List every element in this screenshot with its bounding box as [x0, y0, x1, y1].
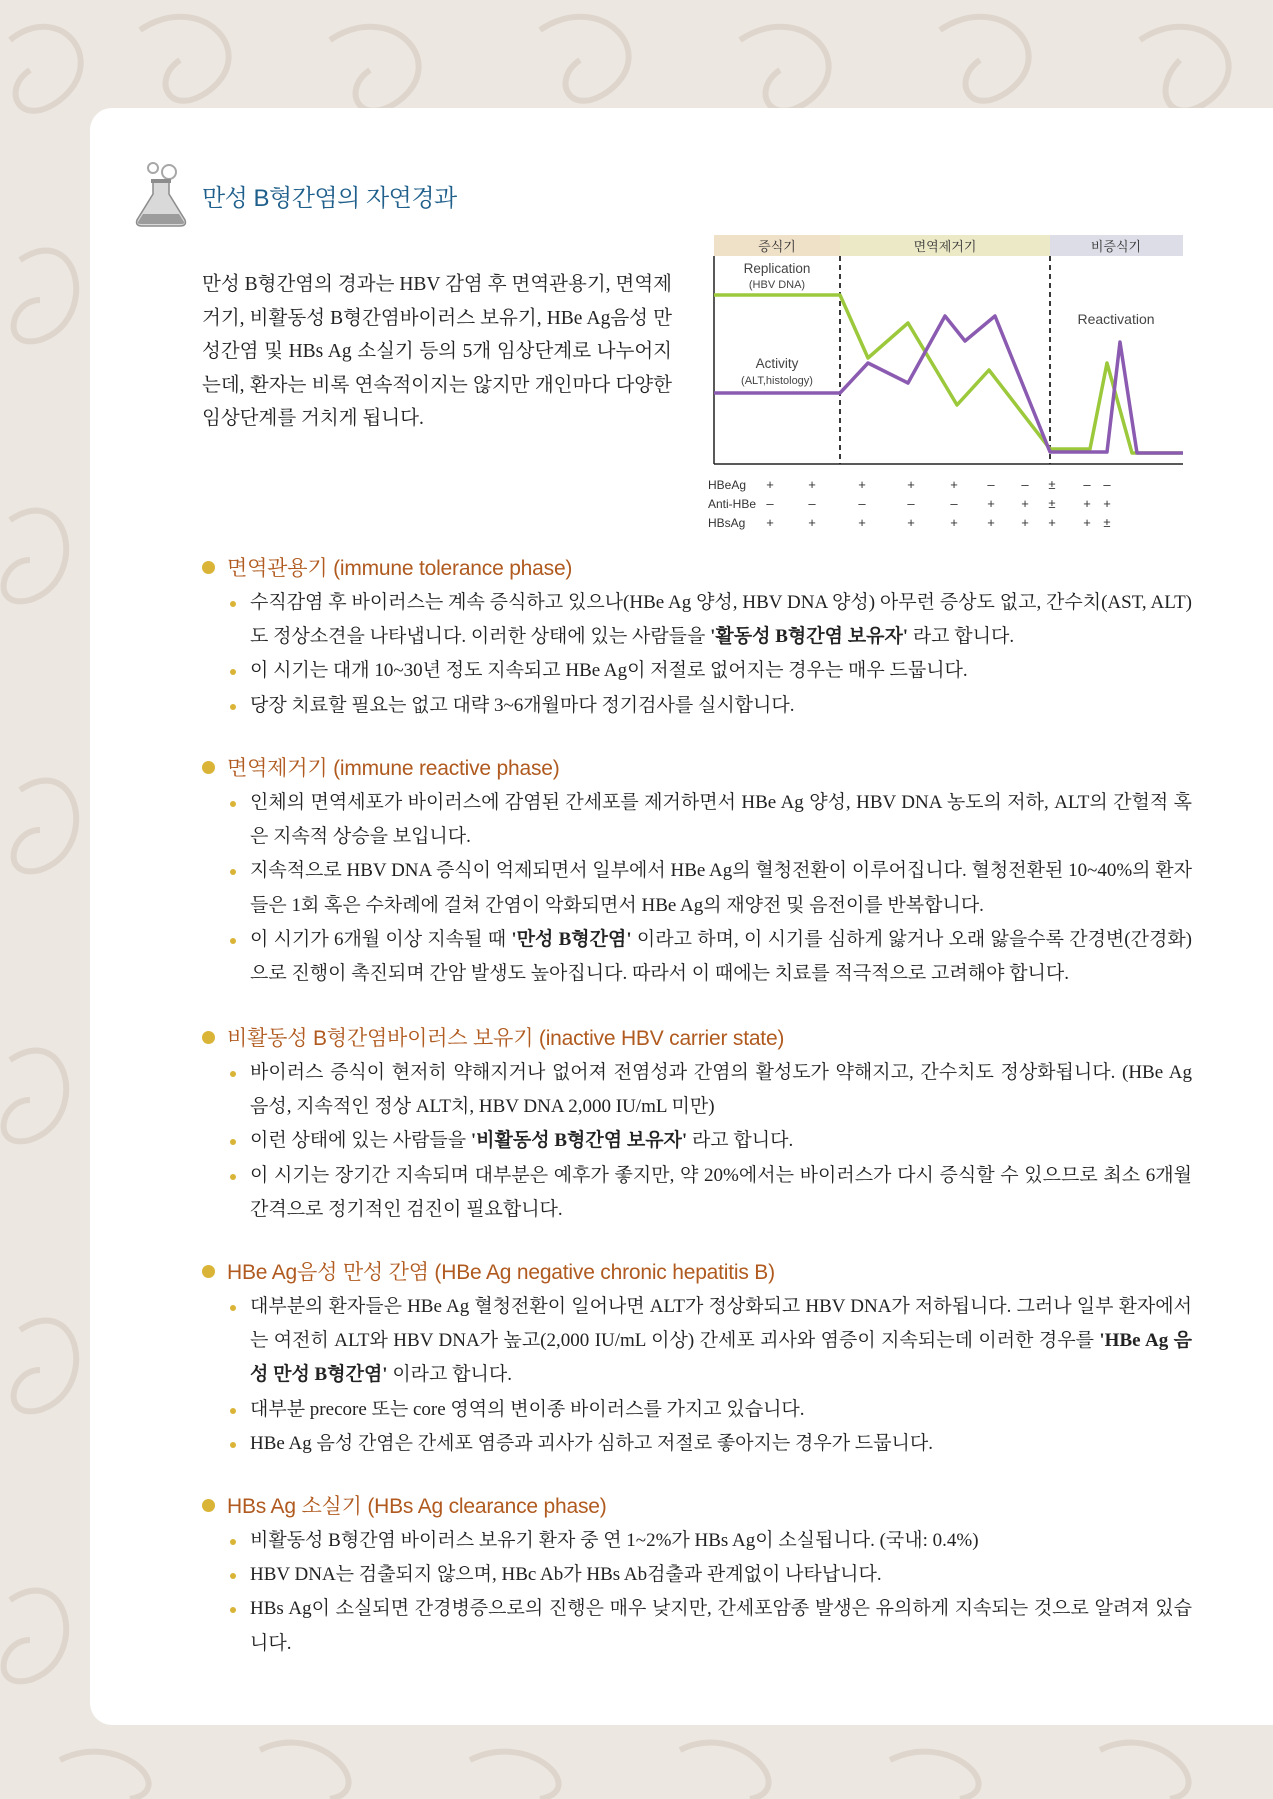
page-title: 만성 B형간염의 자연경과 — [202, 185, 457, 212]
bullet-icon — [230, 704, 236, 710]
item-text: 수직감염 후 바이러스는 계속 증식하고 있으나(HBe Ag 양성, HBV DNA 양성) 아무런 증상도 없고, 간수치(AST, ALT)도 정상소견을 나타냅니다. 이러한 상태에 있는 사람들을 — [250, 592, 1192, 648]
item-text: 이라고 합니다. — [387, 1364, 512, 1386]
highlighted-term: 'HBe Ag 음성 만성 B형간염' — [250, 1330, 1192, 1386]
marker-glyph: ± — [1048, 496, 1056, 511]
list-item — [228, 1558, 1192, 1592]
marker-glyph: + — [1083, 496, 1091, 511]
phase-label-replicative: 증식기 — [758, 239, 796, 254]
activity-sublabel: (ALT,histology) — [741, 375, 813, 387]
bullet-icon — [230, 669, 236, 675]
marker-glyph: ± — [1048, 477, 1056, 492]
highlighted-term: '만성 B형간염' — [511, 928, 632, 950]
bullet-icon — [230, 1071, 236, 1077]
list-item — [228, 1290, 1192, 1393]
list-item — [228, 1524, 1192, 1558]
marker-glyph: + — [1048, 515, 1056, 530]
marker-glyph: + — [950, 477, 958, 492]
marker-glyph: + — [858, 515, 866, 530]
replication-sublabel: (HBV DNA) — [748, 279, 806, 291]
item-text: 바이러스 증식이 현저히 약해지거나 없어져 전염성과 간염의 활성도가 약해지고, 간수치도 정상화됩니다. (HBe Ag 음성, 지속적인 정상 ALT치, HBV DNA 2,000 IU/mL 미만) — [250, 1062, 1192, 1118]
section-title: 비활동성 B형간염바이러스 보유기 (inactive HBV carrier state) — [227, 1027, 785, 1050]
hbv-natural-course-chart — [700, 232, 1190, 537]
marker-glyph: + — [766, 477, 774, 492]
section-immune-tolerance — [202, 552, 1192, 723]
marker-glyph: – — [1021, 477, 1029, 492]
marker-glyph: – — [950, 496, 958, 511]
marker-glyph: + — [907, 477, 915, 492]
list-item — [228, 1592, 1192, 1660]
bullet-icon — [230, 1305, 236, 1311]
marker-glyph: + — [1021, 496, 1029, 511]
marker-glyph: + — [950, 515, 958, 530]
marker-row-label: Anti-HBe — [708, 497, 757, 511]
item-text: 이 시기는 대개 10~30년 정도 지속되고 HBe Ag이 저절로 없어지는 경우는 매우 드뭅니다. — [250, 660, 968, 682]
highlighted-term: '활동성 B형간염 보유자' — [710, 626, 909, 648]
marker-glyphs — [766, 477, 1111, 530]
marker-glyph: + — [1021, 515, 1029, 530]
activity-label: Activity — [755, 356, 799, 371]
item-text: 이 시기는 장기간 지속되며 대부분은 예후가 좋지만, 약 20%에서는 바이러스가 다시 증식할 수 있으므로 최소 6개월 간격으로 정기적인 검진이 필요합니다. — [250, 1164, 1192, 1220]
reactivation-label: Reactivation — [1077, 311, 1155, 327]
item-text: 대부분의 환자들은 HBe Ag 혈청전환이 일어나면 ALT가 정상화되고 HBV DNA가 저하됩니다. 그러나 일부 환자에서는 여전히 ALT와 HBV DNA가 높고(2,000 IU/mL 이상) 간세포 괴사와 염증이 지속되는데 이러한 경우를 — [250, 1296, 1192, 1352]
marker-glyph: + — [858, 477, 866, 492]
section-hbsag-clearance — [202, 1490, 1192, 1661]
section-title: 면역제거기 (immune reactive phase) — [227, 757, 560, 780]
bullet-icon — [230, 1539, 236, 1545]
item-text: 이라고 하며, 이 시기를 심하게 앓거나 오래 앓을수록 간경변(간경화)으로 진행이 촉진되며 간암 발생도 높아집니다. 따라서 이 때에는 치료를 적극적으로 고려해야 합니다. — [250, 928, 1193, 985]
item-text: 라고 합니다. — [687, 1130, 794, 1152]
marker-glyph: + — [1103, 496, 1111, 511]
marker-glyph: ± — [1103, 515, 1111, 530]
section-bullet-icon — [202, 1031, 215, 1044]
section-bullet-icon — [202, 1265, 215, 1278]
bullet-icon — [230, 1607, 236, 1613]
list-item — [228, 1124, 1192, 1158]
phase-label-non-replicative: 비증식기 — [1090, 239, 1142, 254]
marker-glyph: + — [1083, 515, 1091, 530]
highlighted-term: '비활동성 B형간염 보유자' — [470, 1130, 688, 1152]
marker-glyph: – — [1083, 477, 1091, 492]
section-bullet-icon — [202, 1499, 215, 1512]
section-title: HBs Ag 소실기 (HBs Ag clearance phase) — [227, 1495, 607, 1518]
marker-glyph: – — [766, 496, 774, 511]
bullet-icon — [230, 1408, 236, 1414]
section-title: HBe Ag음성 만성 간염 (HBe Ag negative chronic hepatitis B) — [227, 1261, 775, 1284]
item-text: 이런 상태에 있는 사람들을 — [250, 1130, 471, 1152]
list-item — [228, 1159, 1192, 1227]
section-title: 면역관용기 (immune tolerance phase) — [227, 557, 573, 580]
item-text: 이 시기가 6개월 이상 지속될 때 — [250, 928, 512, 950]
marker-glyph: + — [766, 515, 774, 530]
marker-glyph: + — [987, 515, 995, 530]
bullet-icon — [230, 1442, 236, 1448]
section-bullet-icon — [202, 761, 215, 774]
bullet-icon — [230, 801, 236, 807]
section-immune-reactive — [202, 752, 1192, 991]
section-hbeag-negative — [202, 1256, 1192, 1461]
marker-glyph: – — [808, 496, 816, 511]
list-item — [228, 689, 1192, 723]
marker-row-label: HBsAg — [708, 516, 746, 530]
section-bullet-icon — [202, 561, 215, 574]
phase-label-immune-clearance: 면역제거기 — [913, 239, 977, 254]
item-text: HBs Ag이 소실되면 간경병증으로의 진행은 매우 낮지만, 간세포암종 발생은 유의하게 지속되는 것으로 알려져 있습니다. — [250, 1598, 1192, 1654]
marker-glyph: – — [907, 496, 915, 511]
list-item — [228, 786, 1192, 854]
bullet-icon — [230, 938, 236, 944]
item-text: 당장 치료할 필요는 없고 대략 3~6개월마다 정기검사를 실시합니다. — [250, 694, 795, 716]
marker-row-label: HBeAg — [708, 478, 747, 492]
intro-paragraph: 만성 B형간염의 경과는 HBV 감염 후 면역관용기, 면역제거기, 비활동성 B형간염바이러스 보유기, HBe Ag음성 만성간염 및 HBs Ag 소실기 등의 5개 임상단계로 나누어지는데, 환자는 비록 연속적이지는 않지만 개인마다 다양한 임상단계를 거치게 됩니다. — [202, 274, 672, 430]
bullet-icon — [230, 601, 236, 607]
list-item — [228, 1056, 1192, 1124]
item-text: 지속적으로 HBV DNA 증식이 억제되면서 일부에서 HBe Ag의 혈청전환이 이루어집니다. 혈청전환된 10~40%의 환자들은 1회 혹은 수차례에 걸쳐 간염이 악화되면서 HBe Ag의 재양전 및 음전이를 반복합니다. — [250, 860, 1192, 916]
bullet-icon — [230, 1139, 236, 1145]
item-text: 비활동성 B형간염 바이러스 보유기 환자 중 연 1~2%가 HBs Ag이 소실됩니다. (국내: 0.4%) — [250, 1530, 979, 1551]
bullet-icon — [230, 1174, 236, 1180]
list-item — [228, 586, 1192, 654]
item-text: 인체의 면역세포가 바이러스에 감염된 간세포를 제거하면서 HBe Ag 양성, HBV DNA 농도의 저하, ALT의 간헐적 혹은 지속적 상승을 보입니다. — [250, 792, 1192, 848]
bullet-icon — [230, 869, 236, 875]
marker-glyph: + — [808, 477, 816, 492]
marker-glyph: – — [1103, 477, 1111, 492]
marker-glyph: + — [808, 515, 816, 530]
item-text: HBe Ag 음성 간염은 간세포 염증과 괴사가 심하고 저절로 좋아지는 경우가 드뭅니다. — [250, 1432, 933, 1454]
bullet-icon — [230, 1573, 236, 1579]
list-item — [228, 1427, 1192, 1461]
list-item — [228, 1393, 1192, 1427]
marker-glyph: + — [987, 496, 995, 511]
replication-label: Replication — [743, 261, 811, 276]
marker-glyph: + — [907, 515, 915, 530]
flask-icon — [133, 160, 193, 230]
section-inactive-carrier — [202, 1022, 1192, 1227]
list-item — [228, 854, 1192, 922]
list-item — [228, 923, 1192, 991]
item-text: 라고 합니다. — [908, 626, 1015, 648]
marker-glyph: – — [987, 477, 995, 492]
marker-glyph: – — [858, 496, 866, 511]
item-text: 대부분 precore 또는 core 영역의 변이종 바이러스를 가지고 있습니다. — [250, 1398, 805, 1420]
item-text: HBV DNA는 검출되지 않으며, HBc Ab가 HBs Ab검출과 관계없이 나타납니다. — [250, 1564, 882, 1586]
list-item — [228, 654, 1192, 688]
